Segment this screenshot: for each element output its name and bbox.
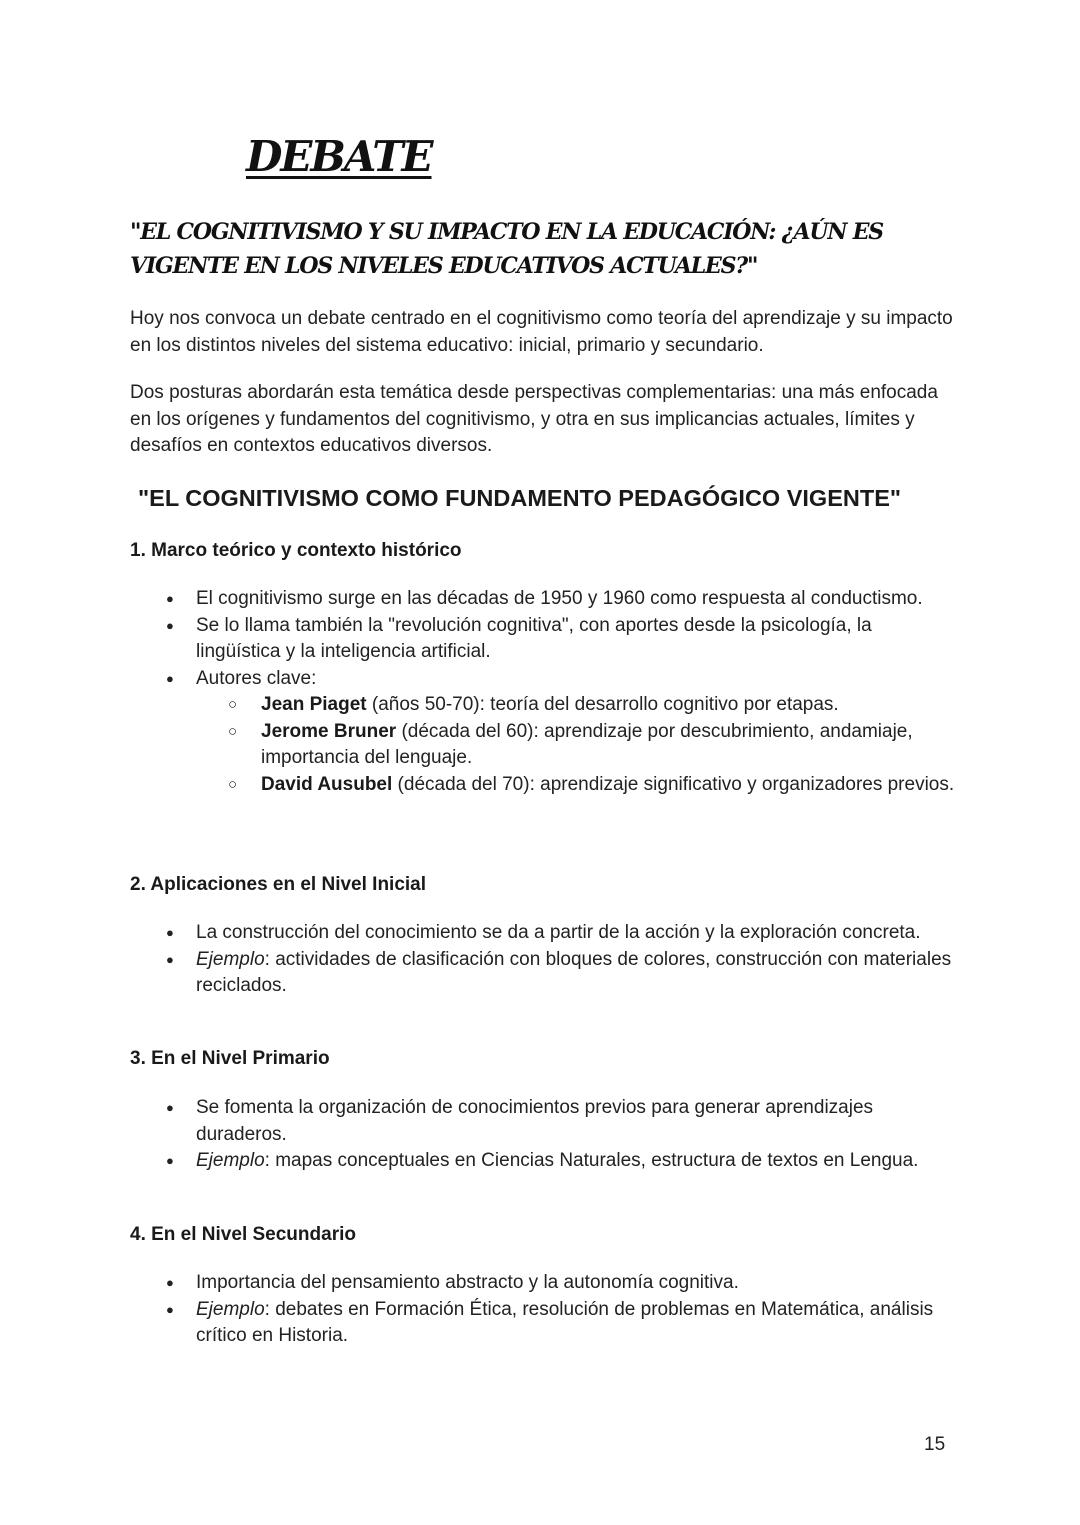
list-item: ● Se lo llama también la "revolución cognitiva", con aportes desde la psicología, la lingüística y la inteligencia artificial.: [130, 613, 960, 666]
example-text: : debates en Formación Ética, resolución de problemas en Matemática, análisis crítico en Historia.: [196, 1298, 934, 1346]
section-heading-1: 1. Marco teórico y contexto histórico: [130, 540, 462, 561]
debate-subtitle: "EL COGNITIVISMO Y SU IMPACTO EN LA EDUCACIÓN: ¿AÚN ES VIGENTE EN LOS NIVELES EDUCATIVOS ACTUALES?": [130, 219, 883, 279]
list-item: [130, 666, 960, 799]
author-description: (años 50-70): teoría del desarrollo cognitivo por etapas.: [366, 694, 839, 715]
intro-paragraph-2: Dos posturas abordarán esta temática desde perspectivas complementarias: una más enfocada en los orígenes y fundamentos del cognitivismo, y otra en sus implicancias actuales, límites y desafíos en contextos educativos diversos.: [130, 382, 938, 456]
section-1-list: [130, 586, 960, 798]
example-label: Ejemplo: [196, 948, 265, 970]
author-item: [196, 692, 960, 719]
author-description: (década del 70): aprendizaje significativo y organizadores previos.: [392, 773, 955, 795]
section-heading-2: 2. Aplicaciones en el Nivel Inicial: [130, 874, 427, 895]
list-item-label: Autores clave:: [196, 667, 317, 689]
section-2-list: [130, 920, 960, 1000]
section-heading-3: 3. En el Nivel Primario: [130, 1048, 330, 1069]
list-item: [130, 947, 960, 1000]
author-name: Jerome Bruner: [261, 720, 397, 742]
author-name: David Ausubel: [261, 773, 393, 795]
example-text: : mapas conceptuales en Ciencias Naturales, estructura de textos en Lengua.: [264, 1150, 919, 1171]
page-title: DEBATE: [246, 132, 432, 181]
list-item: ● La construcción del conocimiento se da a partir de la acción y la exploración concreta.: [130, 920, 960, 947]
section-heading-4: 4. En el Nivel Secundario: [130, 1224, 356, 1245]
list-item: [130, 1148, 960, 1175]
list-item: [130, 1297, 960, 1350]
list-item: ● Se fomenta la organización de conocimientos previos para generar aprendizajes duraderos.: [130, 1095, 960, 1148]
author-name: Jean Piaget: [261, 694, 367, 715]
example-label: Ejemplo: [196, 1150, 265, 1171]
page-number: 15: [924, 1434, 946, 1455]
example-label: Ejemplo: [196, 1298, 265, 1320]
list-item: ● El cognitivismo surge en las décadas de 1950 y 1960 como respuesta al conductismo.: [130, 586, 960, 613]
intro-paragraph-1: Hoy nos convoca un debate centrado en el cognitivismo como teoría del aprendizaje y su impacto en los distintos niveles del sistema educativo: inicial, primario y secundario.: [130, 308, 953, 356]
author-item: [196, 772, 960, 799]
list-item: ● Importancia del pensamiento abstracto y la autonomía cognitiva.: [130, 1270, 960, 1297]
author-description: (década del 60): aprendizaje por descubrimiento, andamiaje, importancia del lenguaje.: [261, 720, 913, 768]
section-4-list: [130, 1270, 960, 1350]
authors-list: [196, 692, 960, 798]
example-text: : actividades de clasificación con bloques de colores, construcción con materiales reciclados.: [196, 948, 952, 996]
section-title: "EL COGNITIVISMO COMO FUNDAMENTO PEDAGÓGICO VIGENTE": [138, 485, 902, 511]
author-item: [196, 719, 960, 772]
section-3-list: [130, 1095, 960, 1175]
